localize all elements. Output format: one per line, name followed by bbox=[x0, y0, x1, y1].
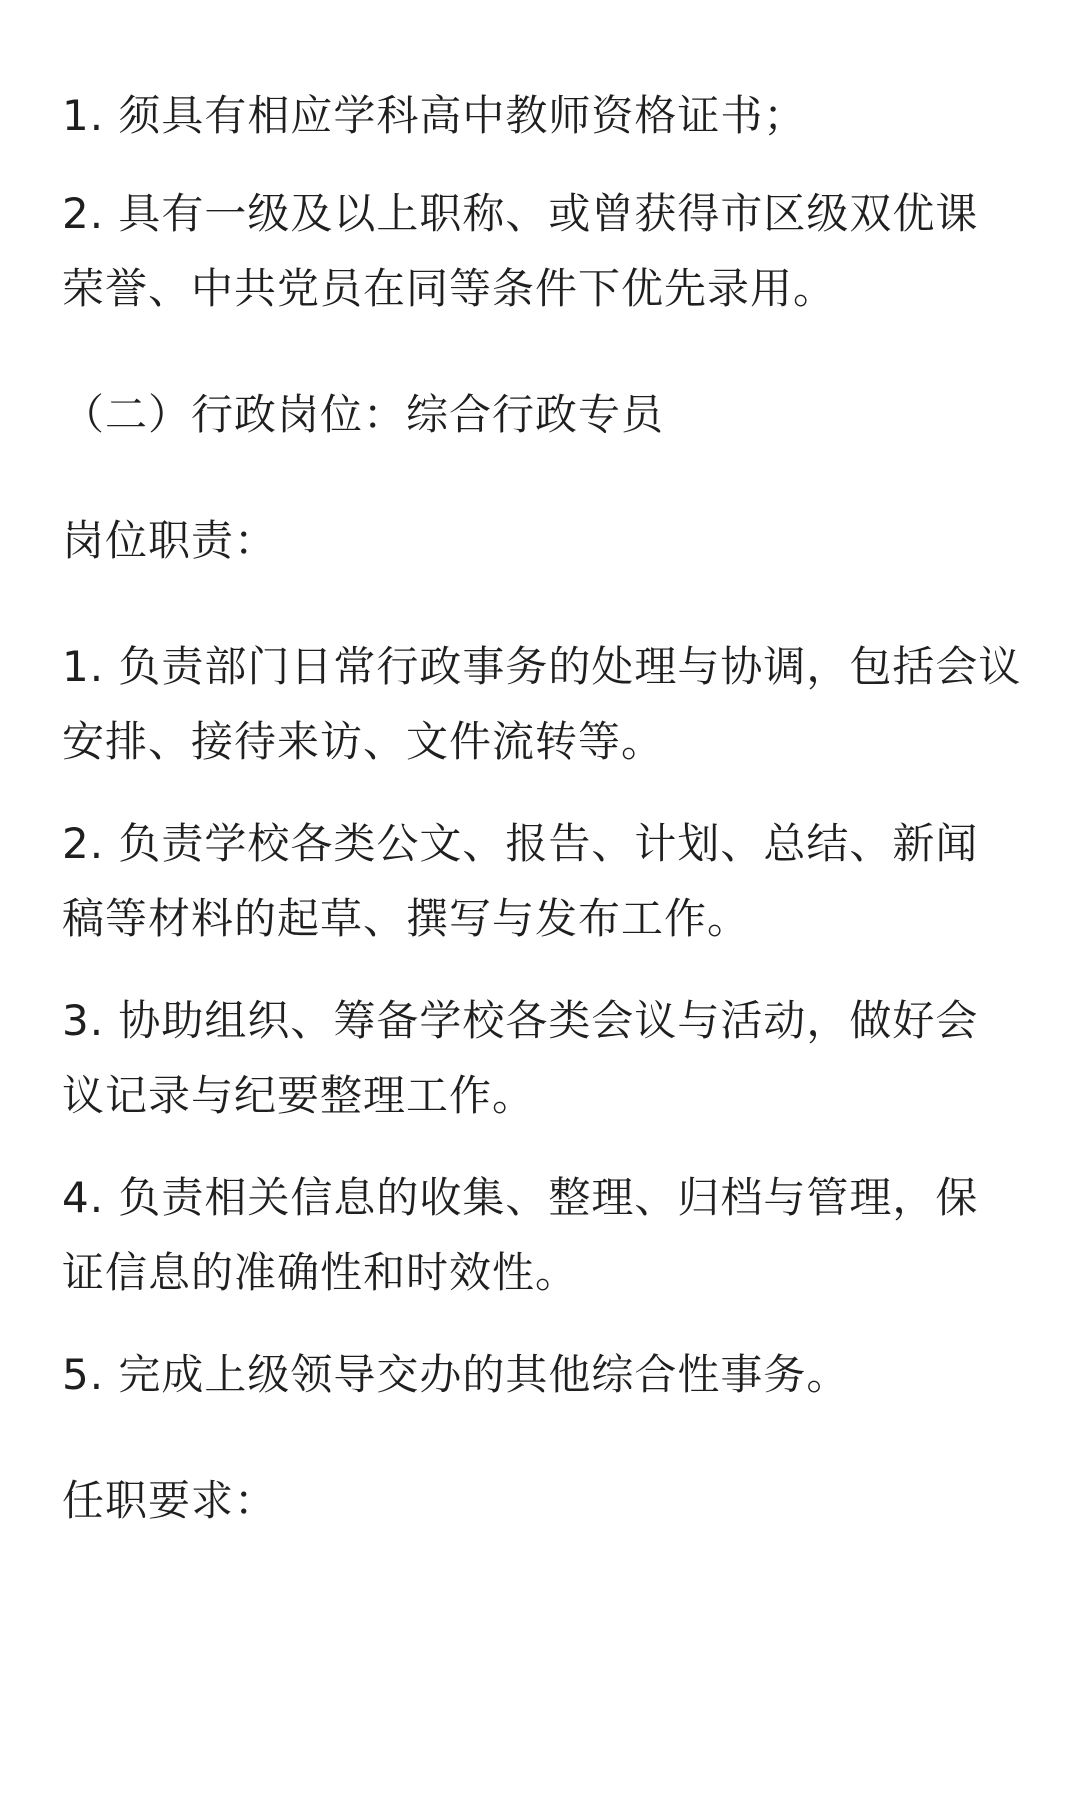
requirements-heading: 任职要求： bbox=[62, 1476, 278, 1525]
duty-item-5: 5. 完成上级领导交办的其他综合性事务。 bbox=[62, 1350, 850, 1399]
requirement-item-2-line-1: 2. 具有一级及以上职称、或曾获得市区级双优课 bbox=[62, 189, 979, 238]
section-heading: （二）行政岗位：综合行政专员 bbox=[62, 390, 665, 439]
duty-item-4-line-1: 4. 负责相关信息的收集、整理、归档与管理，保 bbox=[62, 1173, 979, 1222]
duty-item-2-line-1: 2. 负责学校各类公文、报告、计划、总结、新闻 bbox=[62, 819, 979, 868]
duty-item-4-line-2: 证信息的准确性和时效性。 bbox=[62, 1248, 579, 1297]
requirement-item-1: 1. 须具有相应学科高中教师资格证书； bbox=[62, 91, 807, 140]
duty-item-3-line-2: 议记录与纪要整理工作。 bbox=[62, 1071, 536, 1120]
duty-item-2-line-2: 稿等材料的起草、撰写与发布工作。 bbox=[62, 894, 751, 943]
duty-item-1-line-1: 1. 负责部门日常行政事务的处理与协调，包括会议 bbox=[62, 642, 1022, 691]
requirement-item-2-line-2: 荣誉、中共党员在同等条件下优先录用。 bbox=[62, 264, 837, 313]
duty-item-1-line-2: 安排、接待来访、文件流转等。 bbox=[62, 717, 665, 766]
duty-item-3-line-1: 3. 协助组织、筹备学校各类会议与活动，做好会 bbox=[62, 996, 979, 1045]
duties-heading: 岗位职责： bbox=[62, 516, 278, 565]
